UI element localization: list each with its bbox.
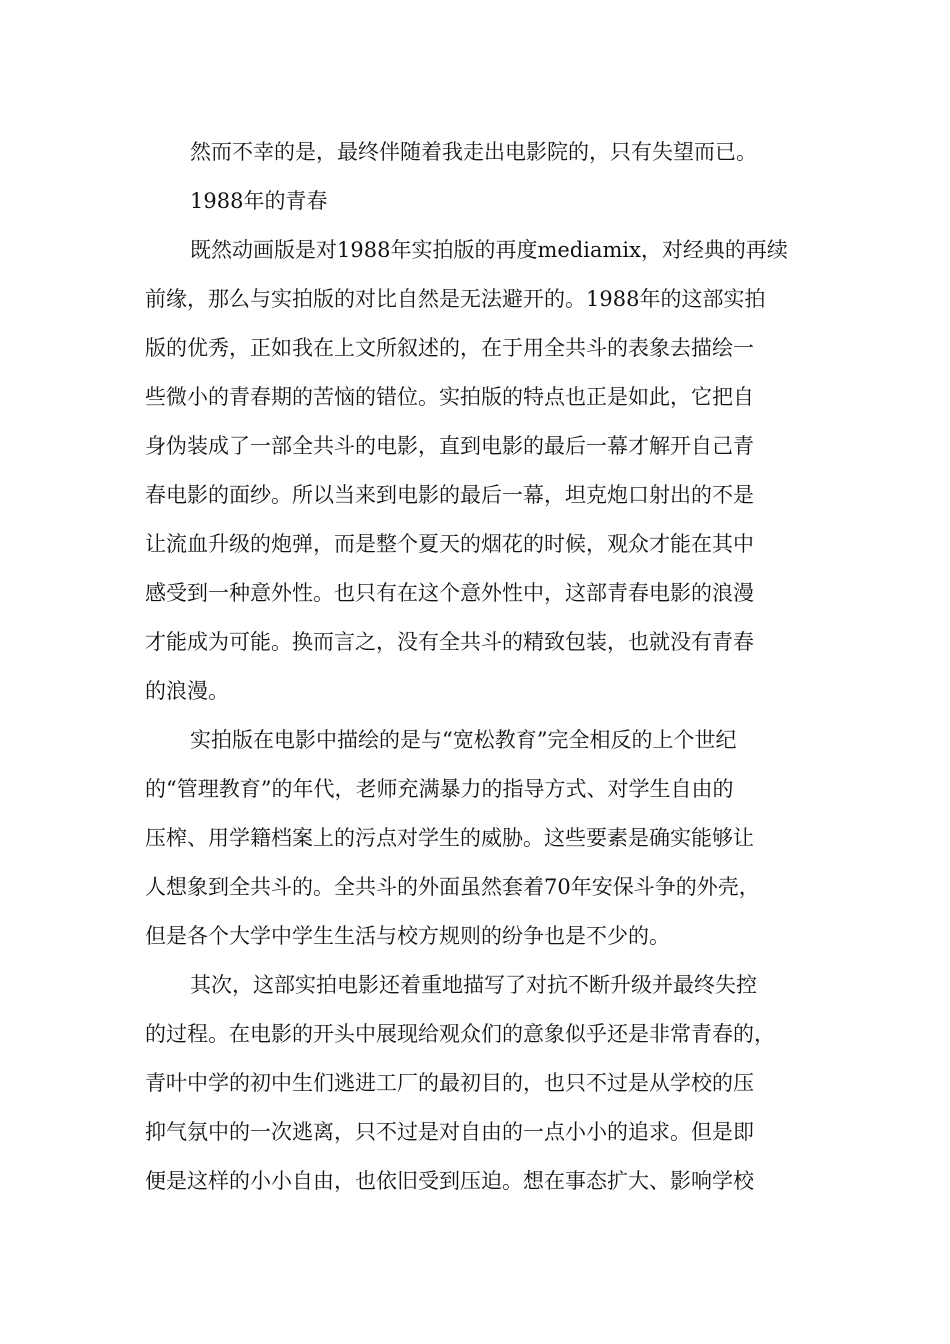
text-line: 便是这样的小小自由，也依旧受到压迫。想在事态扩大、影响学校 [145,1169,754,1193]
section-heading: 1988年的青春 [190,189,328,213]
text-line: 其次，这部实拍电影还着重地描写了对抗不断升级并最终失控 [190,973,757,997]
text-line: 版的优秀，正如我在上文所叙述的，在于用全共斗的表象去描绘一 [145,336,754,360]
text-line: 抑气氛中的一次逃离，只不过是对自由的一点小小的追求。但是即 [145,1120,754,1144]
text-line: 身伪装成了一部全共斗的电影，直到电影的最后一幕才解开自己青 [145,434,754,458]
text-line: 前缘，那么与实拍版的对比自然是无法避开的。1988年的这部实拍 [145,287,766,311]
text-line: 既然动画版是对1988年实拍版的再度mediamix，对经典的再续 [190,238,788,262]
text-line: 实拍版在电影中描绘的是与“宽松教育”完全相反的上个世纪 [190,728,737,752]
text-line: 让流血升级的炮弹，而是整个夏天的烟花的时候，观众才能在其中 [145,532,754,556]
text-line: 然而不幸的是，最终伴随着我走出电影院的，只有失望而已。 [190,140,757,164]
text-line: 的浪漫。 [145,679,229,703]
text-line: 青叶中学的初中生们逃进工厂的最初目的，也只不过是从学校的压 [145,1071,754,1095]
text-line: 感受到一种意外性。也只有在这个意外性中，这部青春电影的浪漫 [145,581,754,605]
text-line: 些微小的青春期的苦恼的错位。实拍版的特点也正是如此，它把自 [145,385,754,409]
text-line: 春电影的面纱。所以当来到电影的最后一幕，坦克炮口射出的不是 [145,483,754,507]
text-line: 才能成为可能。换而言之，没有全共斗的精致包装，也就没有青春 [145,630,754,654]
text-line: 但是各个大学中学生生活与校方规则的纷争也是不少的。 [145,924,670,948]
text-line: 的过程。在电影的开头中展现给观众们的意象似乎还是非常青春的， [145,1022,775,1046]
text-line: 的“管理教育”的年代，老师充满暴力的指导方式、对学生自由的 [145,777,734,801]
text-line: 人想象到全共斗的。全共斗的外面虽然套着70年安保斗争的外壳， [145,875,760,899]
text-line: 压榨、用学籍档案上的污点对学生的威胁。这些要素是确实能够让 [145,826,754,850]
